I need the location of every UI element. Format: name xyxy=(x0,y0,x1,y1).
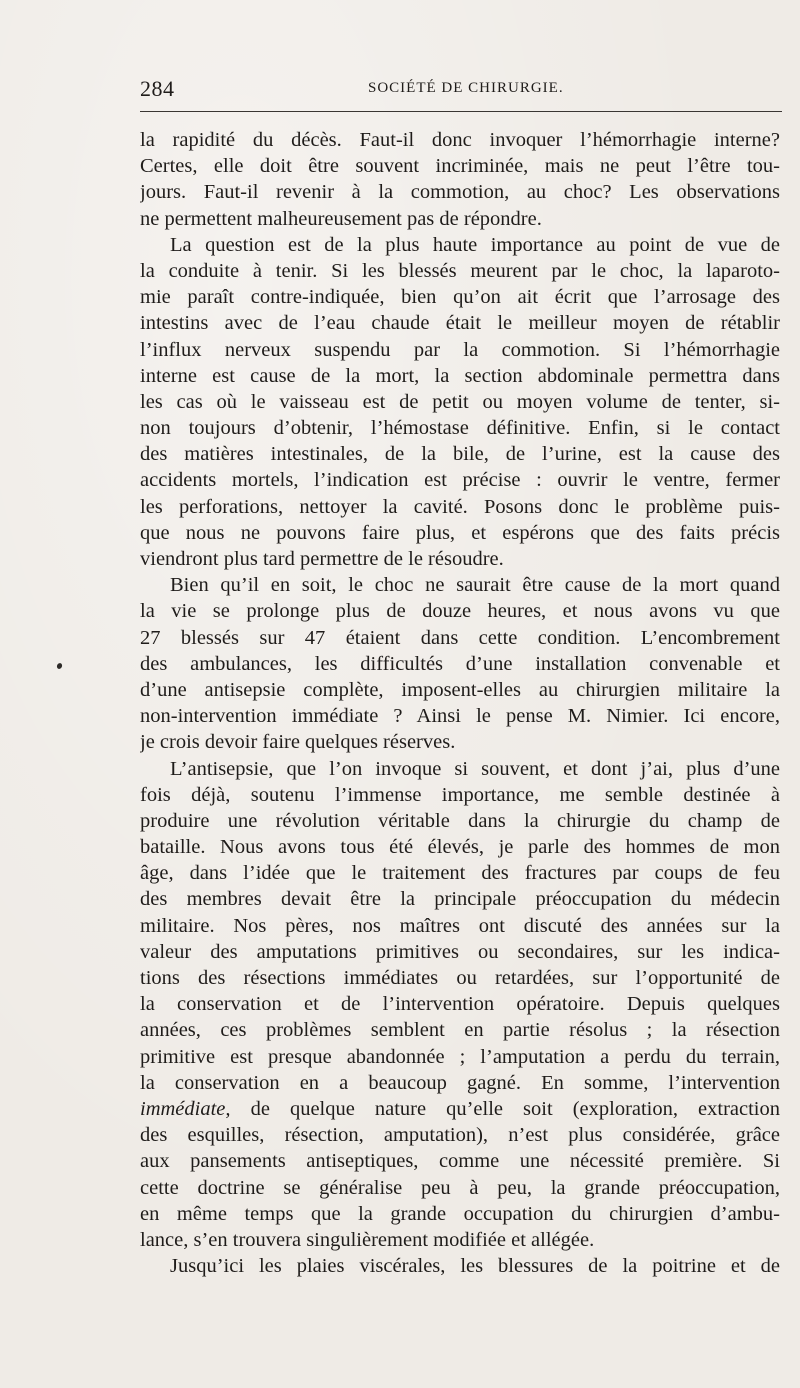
text-line: la conservation en a beaucoup gagné. En somme, l’intervention xyxy=(140,1071,780,1094)
text-line: des ambulances, les difficultés d’une installation convenable et xyxy=(140,652,780,675)
text-line: les cas où le vaisseau est de petit ou moyen volume de tenter, si- xyxy=(140,390,780,413)
text-line: bataille. Nous avons tous été élevés, je parle des hommes de mon xyxy=(140,836,780,859)
text-line: des membres devait être la principale préoccupation du médecin xyxy=(140,888,780,911)
text-line: en même temps que la grande occupation du chirurgien d’ambu- xyxy=(140,1202,780,1225)
text-line: non toujours d’obtenir, l’hémostase définitive. Enfin, si le contact xyxy=(140,417,780,440)
text-line: des matières intestinales, de la bile, de l’urine, est la cause des xyxy=(140,443,780,466)
text-line: la conservation et de l’intervention opératoire. Depuis quelques xyxy=(140,993,780,1016)
running-head: SOCIÉTÉ DE CHIRURGIE. xyxy=(368,80,564,96)
italic-word: immédiate, xyxy=(140,1097,231,1120)
text-line: la rapidité du décès. Faut-il donc invoquer l’hémorrhagie interne? xyxy=(140,129,780,151)
text-line: lance, s’en trouvera singulièrement modifiée et allégée. xyxy=(140,1228,595,1251)
text-line: produire une révolution véritable dans la chirurgie du champ de xyxy=(140,809,780,832)
text-line: l’influx nerveux suspendu par la commotion. Si l’hémorrhagie xyxy=(140,338,780,361)
page-number: 284 xyxy=(140,76,175,101)
text-line: non-intervention immédiate ? Ainsi le pense M. Nimier. Ici encore, xyxy=(140,705,780,728)
paragraph-start-line: Bien qu’il en soit, le choc ne saurait être cause de la mort quand xyxy=(170,574,780,597)
text-line: viendront plus tard permettre de le résoudre. xyxy=(140,548,504,570)
text-line: primitive est presque abandonnée ; l’amputation a perdu du terrain, xyxy=(140,1045,780,1068)
ink-speck xyxy=(56,662,63,670)
text-line: d’une antisepsie complète, imposent-elles au chirurgien militaire la xyxy=(140,678,780,701)
text-line: accidents mortels, l’indication est précise : ouvrir le ventre, fermer xyxy=(140,469,780,492)
paragraph-start-line: L’antisepsie, que l’on invoque si souvent, et dont j’ai, plus d’une xyxy=(170,757,780,780)
text-line: jours. Faut-il revenir à la commotion, au choc? Les observations xyxy=(140,181,780,204)
paragraph-start-line: La question est de la plus haute importance au point de vue de xyxy=(170,233,780,256)
text-line: fois déjà, soutenu l’immense importance, me semble destinée à xyxy=(140,783,780,806)
body-text xyxy=(140,127,780,1279)
text-line: militaire. Nos pères, nos maîtres ont discuté des années sur la xyxy=(140,914,780,937)
text-line: cette doctrine se généralise peu à peu, la grande préoccupation, xyxy=(140,1176,780,1199)
text-line: années, ces problèmes semblent en partie résolus ; la résection xyxy=(140,1019,780,1042)
text-line: tions des résections immédiates ou retardées, sur l’opportunité de xyxy=(140,967,780,989)
text-line: 27 blessés sur 47 étaient dans cette condition. L’encombrement xyxy=(140,626,780,649)
text-line: mie paraît contre-indiquée, bien qu’on ait écrit que l’arrosage des xyxy=(140,286,780,309)
text-line: interne est cause de la mort, la section abdominale permettra dans xyxy=(140,364,780,387)
page-header xyxy=(140,72,780,102)
paragraph-start-line: Jusqu’ici les plaies viscérales, les blessures de la poitrine et de xyxy=(170,1255,780,1278)
text-line: la vie se prolonge plus de douze heures, et nous avons vu que xyxy=(140,600,780,623)
text-line: aux pansements antiseptiques, comme une nécessité première. Si xyxy=(140,1150,780,1173)
text-line: la conduite à tenir. Si les blessés meurent par le choc, la laparoto- xyxy=(140,259,780,282)
text-line: que nous ne pouvons faire plus, et espérons que des faits précis xyxy=(140,521,780,544)
text-line-rest: de quelque nature qu’elle soit (exploration, extraction xyxy=(250,1097,780,1120)
text-line: des esquilles, résection, amputation), n’est plus considérée, grâce xyxy=(140,1124,780,1147)
header-rule xyxy=(140,111,782,112)
text-line: valeur des amputations primitives ou secondaires, sur les indica- xyxy=(140,940,780,963)
text-line: ne permettent malheureusement pas de répondre. xyxy=(140,207,542,230)
text-line-with-italic xyxy=(140,1096,780,1122)
text-line: les perforations, nettoyer la cavité. Posons donc le problème puis- xyxy=(140,495,780,518)
text-line: intestins avec de l’eau chaude était le meilleur moyen de rétablir xyxy=(140,312,780,335)
text-line: je crois devoir faire quelques réserves. xyxy=(140,731,456,754)
text-line: âge, dans l’idée que le traitement des fractures par coups de feu xyxy=(140,862,780,885)
text-line: Certes, elle doit être souvent incriminée, mais ne peut l’être tou- xyxy=(140,155,780,178)
